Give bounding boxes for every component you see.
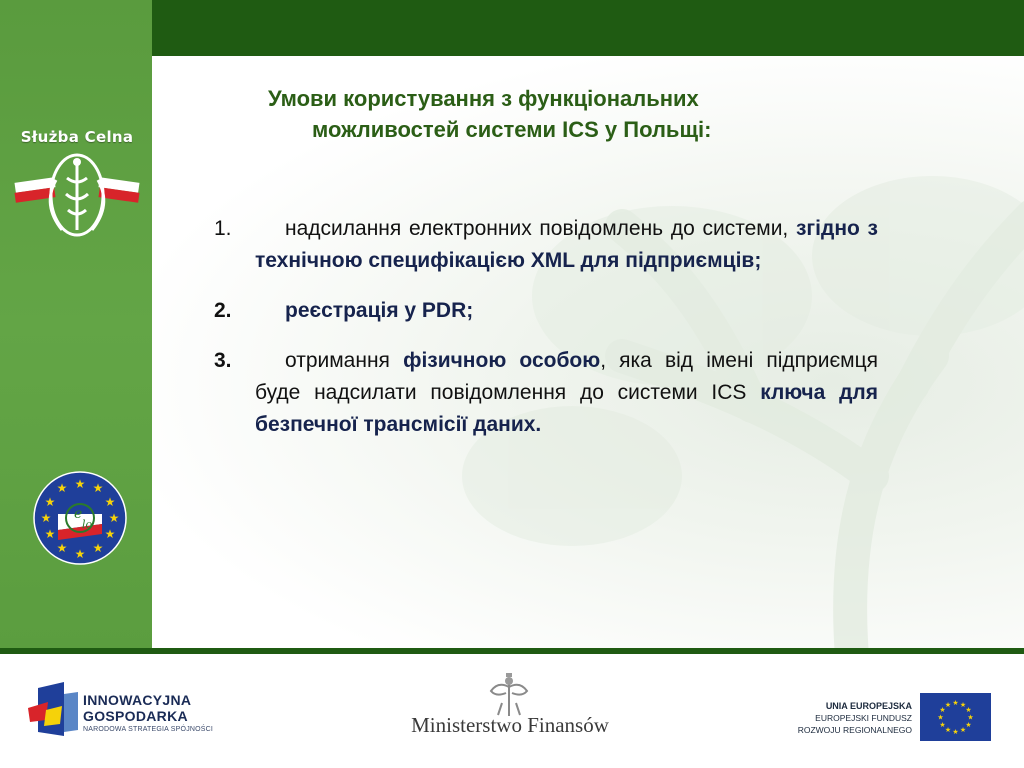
innowacyjna-line-2: GOSPODARKA — [83, 708, 188, 724]
svg-text:★: ★ — [108, 511, 120, 525]
svg-text:★: ★ — [959, 726, 967, 734]
title-line-2: можливостей системи ICS у Польщі: — [312, 117, 712, 142]
innowacyjna-line-1: INNOWACYJNA — [83, 692, 192, 708]
list-item-highlight: реєстрація у PDR; — [285, 299, 474, 322]
customs-emblem-icon — [12, 150, 142, 245]
list-item — [214, 295, 878, 327]
svg-text:★: ★ — [952, 728, 959, 736]
innowacyjna-gospodarka-text — [83, 692, 213, 736]
svg-text:★: ★ — [92, 541, 104, 555]
eu-fund-text — [780, 700, 912, 736]
eu-line-1: UNIA EUROPEJSKA — [825, 701, 912, 711]
svg-text:★: ★ — [939, 721, 946, 729]
list-item — [214, 345, 878, 441]
svg-text:★: ★ — [104, 495, 116, 509]
svg-text:★: ★ — [937, 713, 944, 722]
svg-text:★: ★ — [944, 701, 952, 709]
svg-text:★: ★ — [952, 699, 959, 707]
svg-text:★: ★ — [965, 721, 972, 729]
list-item-highlight: згідно з технічною специфікацією XML для підприємців; — [255, 217, 878, 272]
svg-text:★: ★ — [104, 527, 116, 541]
svg-text:★: ★ — [40, 511, 52, 525]
polish-eagle-icon — [488, 673, 530, 717]
eu-flag-icon — [920, 693, 991, 741]
svg-text:★: ★ — [92, 481, 104, 495]
svg-text:★: ★ — [74, 547, 86, 561]
svg-text:★: ★ — [967, 713, 974, 722]
svg-text:★: ★ — [44, 495, 56, 509]
svg-text:★: ★ — [959, 701, 967, 709]
svg-text:e: e — [74, 506, 83, 522]
list-item-number: 1. — [214, 217, 232, 240]
innowacyjna-line-3: NARODOWA STRATEGIA SPÓJNOŚCI — [83, 726, 214, 733]
svg-text:★: ★ — [56, 481, 68, 495]
svg-text:★: ★ — [965, 706, 972, 714]
list-item-text: надсилання електронних повідомлень до системи, — [285, 217, 796, 240]
list-item-number: 3. — [214, 349, 232, 372]
svg-text:★: ★ — [939, 706, 946, 714]
svg-text:★: ★ — [74, 477, 86, 491]
list-item-highlight: ключа для безпечної трансмісії даних. — [255, 381, 879, 436]
customs-service-label: Służba Celna — [20, 128, 134, 146]
list-item-text: отримання — [285, 349, 404, 372]
ministry-label: Ministerstwo Finansów — [411, 713, 609, 737]
list-item-text: , яка від імені підприємця буде надсилати повідомлення до системи ICS — [255, 349, 878, 404]
conditions-list — [214, 213, 878, 441]
eu-line-2: EUROPEJSKI FUNDUSZ — [815, 713, 912, 723]
eu-line-3: ROZWOJU REGIONALNEGO — [797, 725, 912, 735]
top-bar — [152, 0, 1024, 56]
svg-text:★: ★ — [44, 527, 56, 541]
slide-title — [268, 83, 848, 145]
elo-badge-icon — [30, 470, 130, 566]
list-item-number: 2. — [214, 299, 232, 322]
innowacyjna-gospodarka-logo-icon — [28, 680, 80, 738]
svg-text:★: ★ — [944, 726, 952, 734]
title-line-1: Умови користування з функціональних — [268, 86, 699, 111]
svg-text:lo: lo — [82, 518, 93, 531]
svg-text:★: ★ — [56, 541, 68, 555]
list-item-highlight: фізичною особою — [403, 349, 601, 372]
list-item — [214, 213, 878, 277]
